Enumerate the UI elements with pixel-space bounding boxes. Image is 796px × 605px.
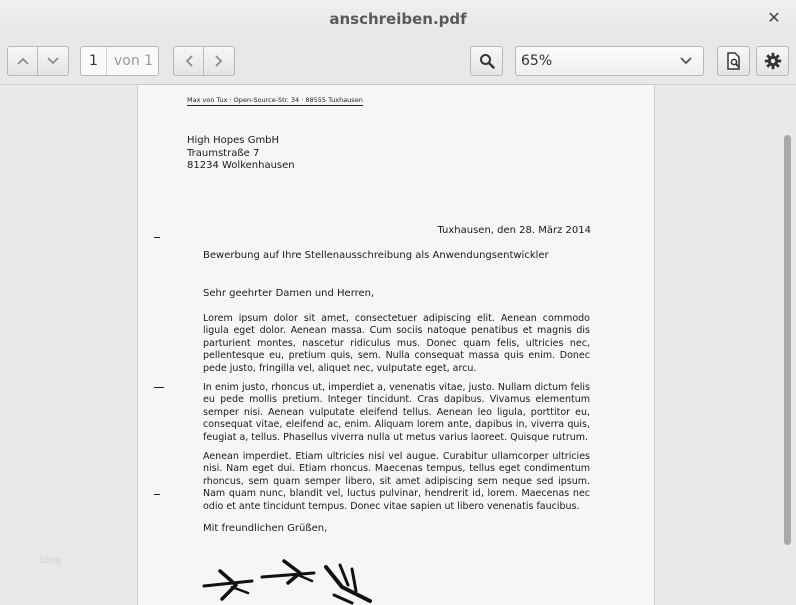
window-title: anschreiben.pdf <box>329 10 467 28</box>
pdf-page <box>137 85 655 605</box>
chevron-down-icon <box>46 56 60 66</box>
recipient-line: Traumstraße 7 <box>187 147 260 159</box>
recipient-line: High Hopes GmbH <box>187 135 280 146</box>
search-icon <box>479 53 495 69</box>
title-bar <box>0 0 796 39</box>
toolbar <box>0 38 796 85</box>
previous-page-button[interactable] <box>7 46 38 76</box>
chevron-up-icon <box>16 56 30 66</box>
close-icon[interactable]: ✕ <box>767 8 781 27</box>
sender-line: Max von Tux · Open-Source-Str. 34 · 88555 Tuxhausen <box>187 96 363 104</box>
fold-mark <box>154 494 160 495</box>
recipient-address <box>187 135 295 173</box>
chevron-right-icon <box>214 54 224 68</box>
history-nav-group <box>173 46 235 76</box>
body-paragraph: Lorem ipsum dolor sit amet, consectetuer adipiscing elit. Aenean commodo ligula eget dolor. Aenean massa. Cum sociis natoque penatibus et magnis dis parturient montes, nascetur ridiculus mus. Donec quam felis, ultricies nec, pellentesque eu, pretium quis, sem. Nulla consequat massa quis enim. Donec pede justo, fringilla vel, aliquet nec, vulputate eget, arcu. <box>203 313 590 374</box>
vertical-scrollbar[interactable] <box>781 85 793 605</box>
zoom-select[interactable] <box>515 46 704 76</box>
scrollbar-thumb[interactable] <box>784 135 791 545</box>
search-button[interactable] <box>470 46 503 76</box>
chevron-down-icon <box>679 47 693 85</box>
signature-image <box>202 557 377 605</box>
document-viewer[interactable] <box>0 85 796 605</box>
fold-mark <box>154 237 160 238</box>
document-search-icon <box>726 52 742 70</box>
history-forward-button[interactable] <box>204 46 235 76</box>
letter-salutation: Sehr geehrter Damen und Herren, <box>203 288 375 299</box>
open-document-button[interactable] <box>717 46 750 76</box>
page-number-input[interactable]: 1 <box>81 47 107 75</box>
body-paragraph: Aenean imperdiet. Etiam ultricies nisi vel augue. Curabitur ullamcorper ultricies nisi. Nam eget dui. Etiam rhoncus. Maecenas tempus, tellus eget condimentum rhoncus, sem quam semper libero, sit amet adipiscing sem neque sed ipsum. Nam quam nunc, blandit vel, luctus pulvinar, hendrerit id, lorem. Maecenas nec odio et ante tincidunt tempus. Donec vitae sapien ut libero venenatis faucibus. <box>203 451 590 512</box>
gear-icon <box>764 52 782 70</box>
body-paragraph: In enim justo, rhoncus ut, imperdiet a, venenatis vitae, justo. Nullam dictum felis eu pede mollis pretium. Integer tincidunt. Cras dapibus. Vivamus elementum semper nisi. Aenean vulputate eleifend tellus. Aenean leo ligula, porttitor eu, consequat vitae, eleifend ac, enim. Aliquam lorem ante, dapibus in, viverra quis, feugiat a, tellus. Phasellus viverra nulla ut metus varius laoreet. Quisque rutrum. <box>203 382 590 443</box>
letter-subject: Bewerbung auf Ihre Stellenausschreibung als Anwendungsentwickler <box>203 250 549 261</box>
page-count-label: von 1 <box>114 53 154 69</box>
settings-button[interactable] <box>756 46 789 76</box>
next-page-button[interactable] <box>38 46 69 76</box>
recipient-line: 81234 Wolkenhausen <box>187 160 295 172</box>
page-number-field[interactable] <box>80 46 159 76</box>
letter-date: Tuxhausen, den 28. März 2014 <box>437 225 591 236</box>
letter-closing: Mit freundlichen Grüßen, <box>203 523 328 534</box>
history-back-button[interactable] <box>173 46 204 76</box>
watermark: blog <box>40 555 62 566</box>
punch-mark <box>154 387 164 388</box>
zoom-level: 65% <box>521 53 553 69</box>
page-nav-group <box>7 46 69 76</box>
chevron-left-icon <box>184 54 194 68</box>
